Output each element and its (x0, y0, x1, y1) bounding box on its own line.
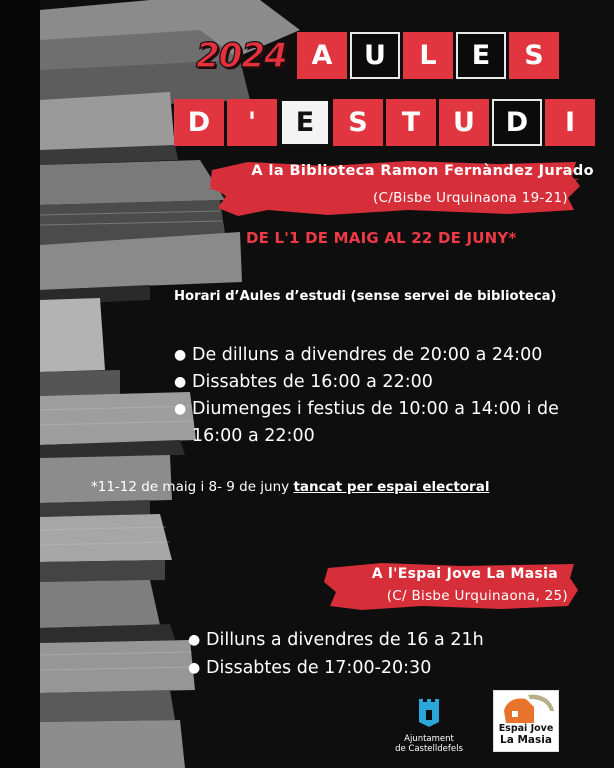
house-icon (494, 691, 558, 725)
castle-icon (416, 698, 442, 728)
bullet-icon: ● (174, 374, 187, 390)
title-row-aules (297, 32, 559, 79)
espai-jove-la-masia-logo (493, 690, 559, 752)
bullet-icon: ● (188, 632, 201, 648)
schedule-list (172, 342, 592, 450)
title-letter: U (439, 99, 489, 146)
title-letter: A (297, 32, 347, 79)
list-item: ● Dissabtes de 16:00 a 22:00 (172, 369, 592, 396)
bullet-icon: ● (188, 660, 201, 676)
title-letter: E (456, 32, 506, 79)
title-letter: L (403, 32, 453, 79)
schedule-title: Horari d’Aules d’estudi (sense servei de biblioteca) (174, 289, 557, 304)
closure-note-text: *11-12 de maig i 8- 9 de juny (91, 479, 294, 495)
venue2-schedule-list (186, 626, 586, 682)
bullet-icon: ● (174, 401, 187, 417)
venue2-name: A l'Espai Jove La Masia (371, 566, 558, 582)
title-letter: ' (227, 99, 277, 146)
list-item: ● Dissabtes de 17:00-20:30 (186, 654, 586, 682)
ajuntament-logo (384, 698, 474, 754)
title-letter: I (545, 99, 595, 146)
closure-note (91, 479, 489, 495)
title-letter: D (174, 99, 224, 146)
title-letter: U (350, 32, 400, 79)
closure-note-emphasis: tancat per espai electoral (293, 479, 490, 495)
title-letter: D (492, 99, 542, 146)
venue1-address: (C/Bisbe Urquinaona 19-21) (372, 190, 568, 206)
bullet-icon: ● (174, 347, 187, 363)
title-letter: S (509, 32, 559, 79)
ajuntament-line1: Ajuntament (404, 734, 454, 744)
title-row-destudi (174, 99, 595, 146)
list-item: ● Diumenges i festius de 10:00 a 14:00 i de (172, 396, 592, 423)
list-item-continuation: 16:00 a 22:00 (192, 426, 315, 446)
list-item: ● De dilluns a divendres de 20:00 a 24:00 (172, 342, 592, 369)
masia-line1: Espai Jove (498, 723, 554, 734)
venue1-name: A la Biblioteca Ramon Fernàndez Jurado (251, 163, 594, 179)
date-range: DE L'1 DE MAIG AL 22 DE JUNY* (246, 229, 517, 247)
title-letter: T (386, 99, 436, 146)
title-letter: E (280, 99, 330, 146)
masia-line2: La Masia (500, 734, 552, 746)
ajuntament-line2: de Castelldefels (395, 744, 463, 754)
title-letter: S (333, 99, 383, 146)
list-item: ● Dilluns a divendres de 16 a 21h (186, 626, 586, 654)
year-label: 2024 (196, 36, 287, 76)
venue2-address: (C/ Bisbe Urquinaona, 25) (386, 588, 568, 604)
